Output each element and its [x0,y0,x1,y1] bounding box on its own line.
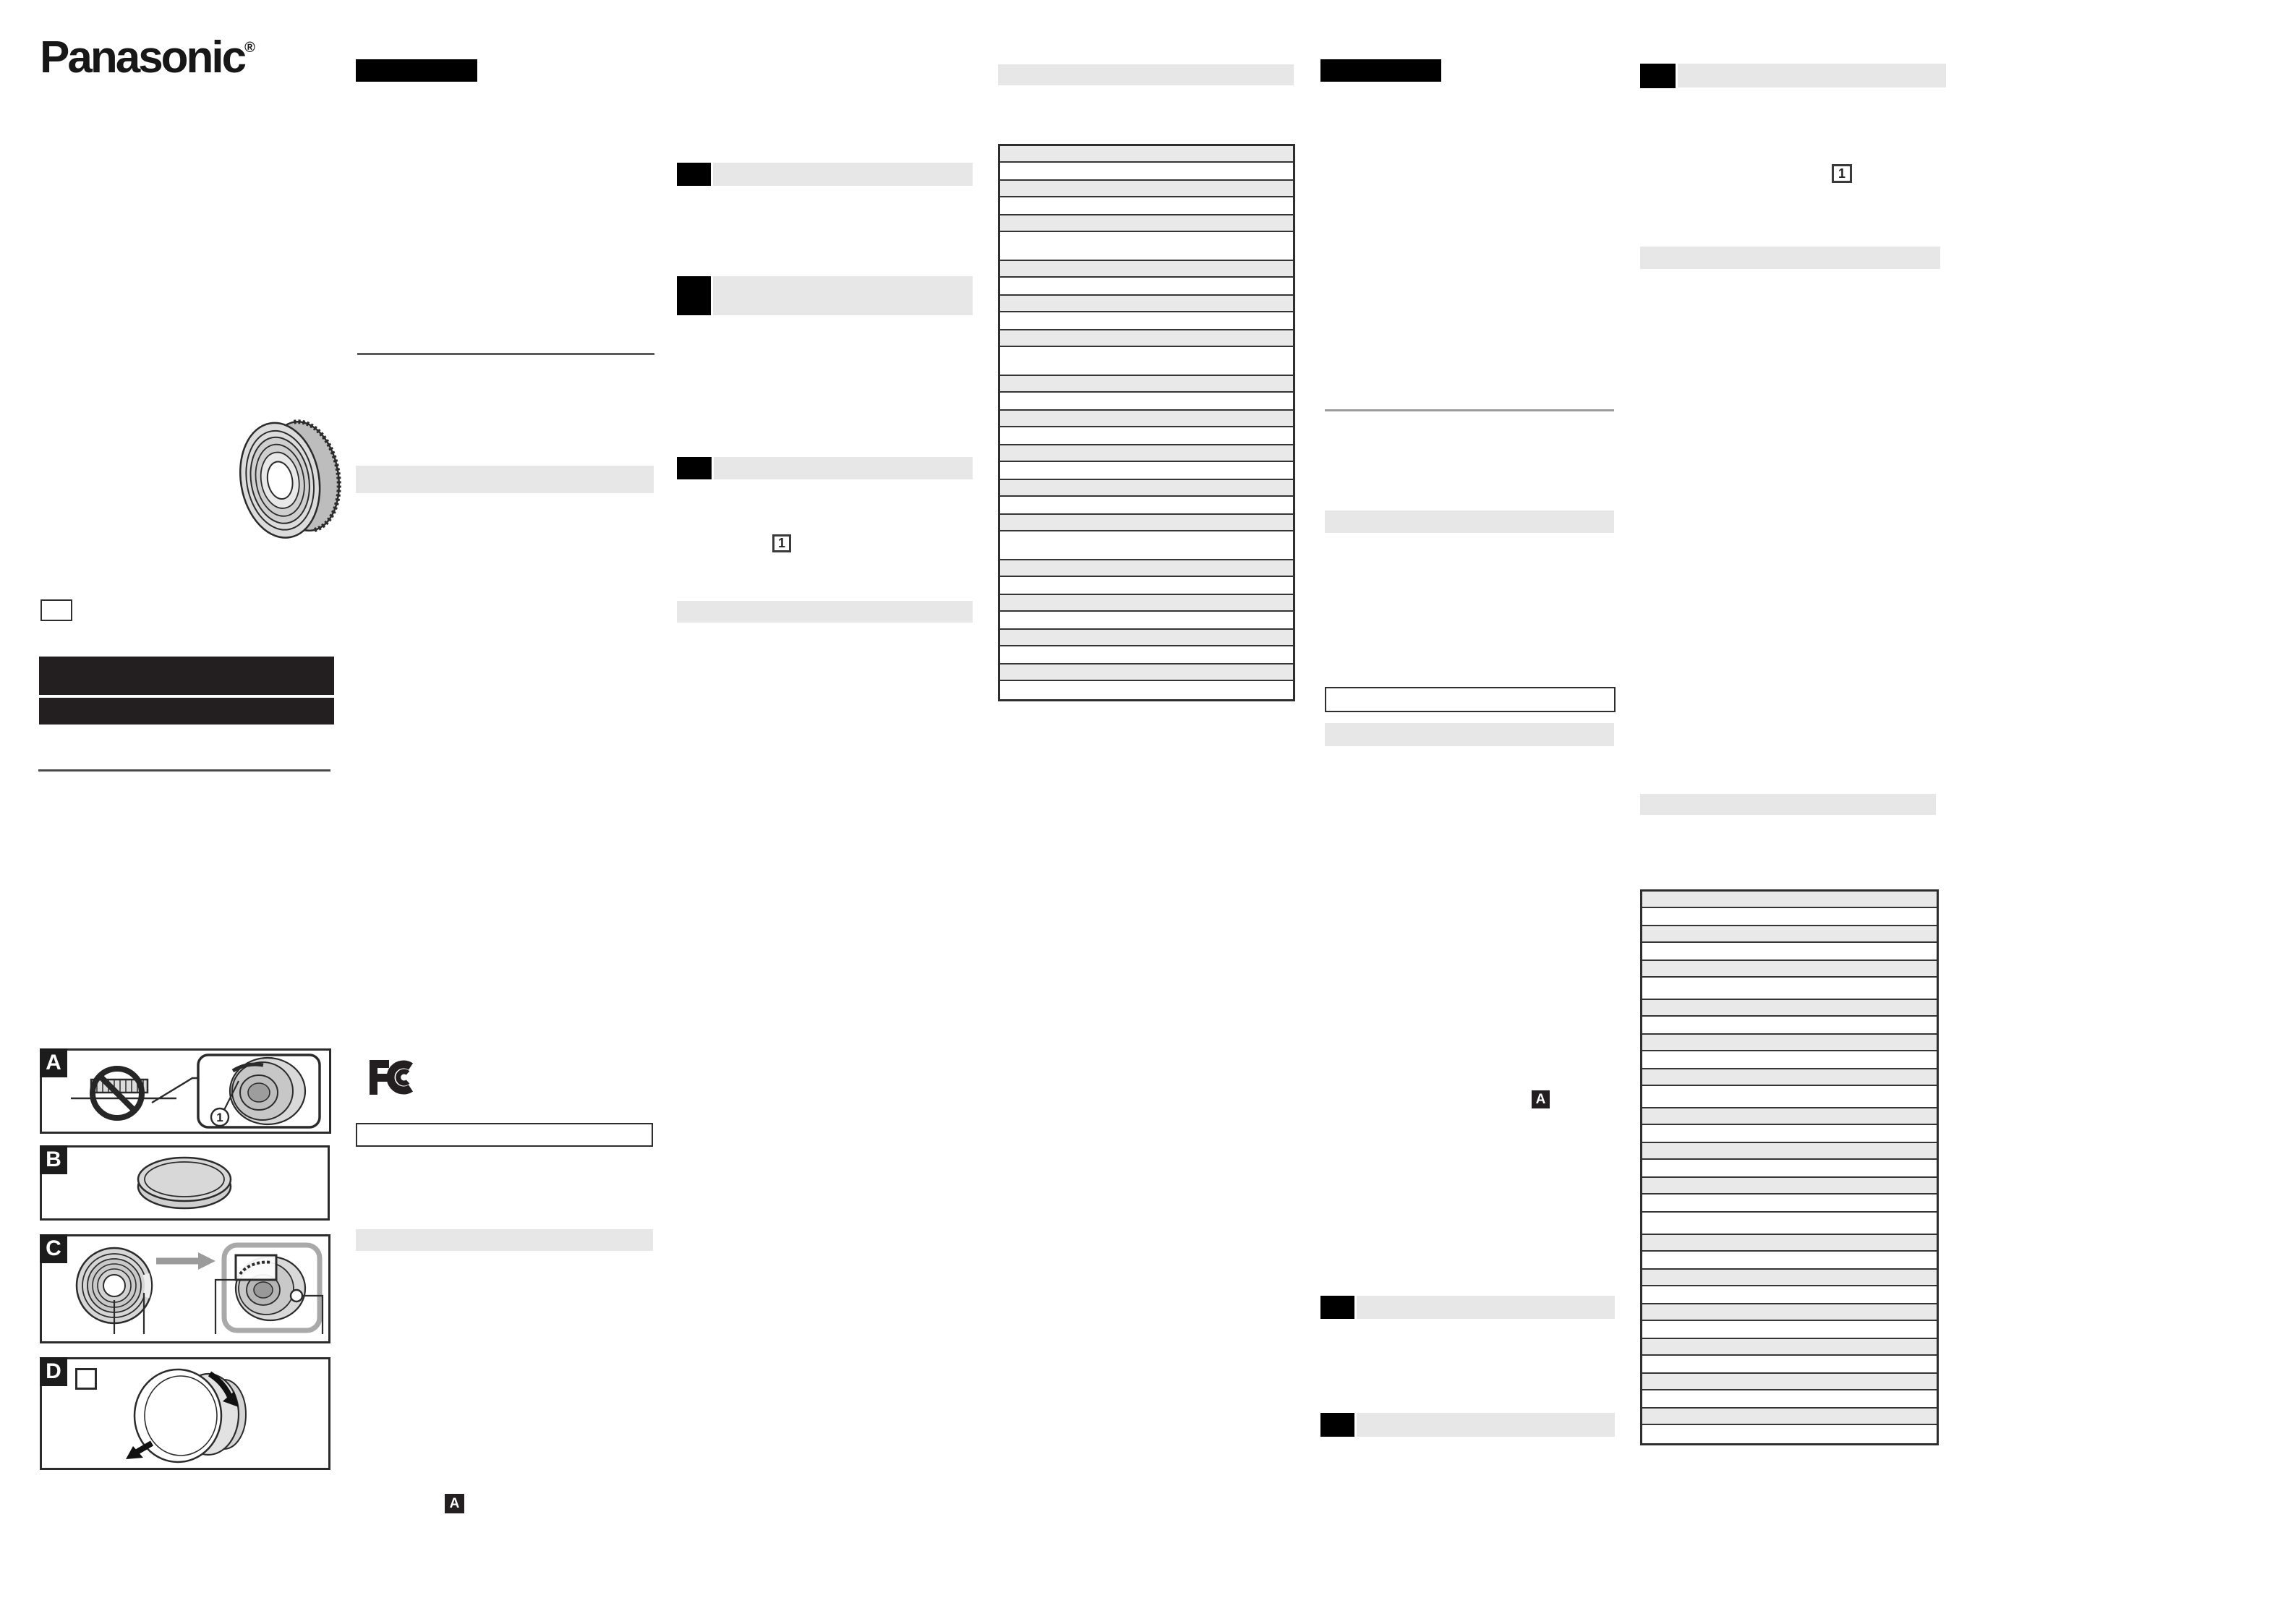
table-row [1642,1339,1937,1356]
placeholder-heading-col5-a [1640,247,1940,269]
table-row [1000,664,1293,681]
table-row [1000,646,1293,664]
section-header-col5 [1640,64,1946,88]
table-row [1000,497,1293,515]
redacted-heading-bar-col2 [356,59,477,82]
table-row [1642,1425,1937,1443]
divider-line-col2 [357,353,654,355]
panel-letter: A [46,1051,61,1074]
table-row [1642,1374,1937,1390]
step-number: 1 [1838,166,1845,181]
table-row [1642,1304,1937,1321]
table-row [1000,330,1293,347]
diagram-panel-c [40,1234,330,1343]
contact-callout-box [236,1255,276,1280]
section-header-col4-2 [1320,1413,1615,1437]
step-1-box-icon [772,534,791,552]
table-row [1642,1160,1937,1178]
divider-line-col4 [1325,409,1614,411]
panel-c-illustration [42,1236,328,1341]
table-row [1642,1143,1937,1160]
table-row [1642,1286,1937,1304]
panasonic-logo [40,32,255,83]
table-row [1000,427,1293,445]
table-row [1642,1125,1937,1143]
table-row [1642,926,1937,943]
table-row [1000,146,1293,163]
figure-a-reference-icon [1532,1090,1550,1108]
section-title-bar [713,163,973,186]
table-row [1642,1390,1937,1409]
table-row [1000,296,1293,312]
table-row [1642,1086,1937,1108]
table-row [1000,577,1293,595]
table-row [1642,1195,1937,1213]
table-row [1000,232,1293,261]
panel-b-illustration [42,1148,328,1218]
redacted-title-bar-2 [39,698,334,725]
table-row [1642,1000,1937,1017]
table-row [1000,278,1293,296]
table-row [1642,1252,1937,1270]
section-number-square [1320,1413,1354,1437]
placeholder-heading-col5-b [1640,794,1936,815]
section-title-bar [1357,1296,1615,1319]
section-title-bar [713,276,973,315]
brand-name: Panasonic [40,33,245,82]
panel-letter: B [46,1148,61,1171]
placeholder-heading-col2-lower [356,1229,653,1251]
section-number-square [677,276,711,315]
table-row [1642,978,1937,1000]
placeholder-heading-col4-a [1325,510,1614,533]
table-row [1000,612,1293,630]
redacted-heading-bar-col4 [1320,59,1441,82]
table-row [1642,943,1937,961]
table-row [1642,1035,1937,1051]
fcc-logo [365,1057,420,1098]
section-header-col4-1 [1320,1296,1615,1319]
section-header-1 [677,163,973,186]
table-row [1000,181,1293,197]
divider-line-left [38,769,330,772]
panel-letter: D [46,1359,61,1383]
specifications-table [998,144,1295,701]
fcc-statement-box [356,1123,653,1147]
table-row [1642,1069,1937,1086]
table-row [1642,1108,1937,1125]
step-number: 1 [777,536,785,550]
callout-number: 1 [216,1111,223,1124]
table-row [1000,312,1293,330]
table-row [1000,163,1293,181]
table-row [1642,1409,1937,1425]
table-row [1642,1270,1937,1286]
table-row [1000,411,1293,427]
table-row [1000,560,1293,577]
figure-letter: A [449,1495,460,1511]
table-row [1000,376,1293,393]
mark-callout-circle [291,1290,302,1302]
section-number-square [677,457,712,479]
table-row [1000,515,1293,531]
table-row [1642,1178,1937,1195]
table-row [1642,1235,1937,1252]
table-row [1000,347,1293,376]
note-box-col4 [1325,687,1616,712]
table-row [1000,681,1293,699]
panel-letter: C [46,1236,61,1260]
panel-a-illustration [42,1051,329,1132]
diagram-panel-a [40,1048,331,1134]
redacted-title-bar-1 [39,657,334,695]
placeholder-subheading-col2b [677,601,973,623]
placeholder-heading-col3 [998,64,1294,85]
table-row [1642,1017,1937,1035]
table-row [1000,445,1293,462]
table-row [1000,393,1293,411]
section-header-3 [677,457,973,479]
lens-illustration [236,411,343,547]
compatibility-table [1640,889,1939,1445]
section-number-square [1640,64,1676,88]
diagram-panel-d [40,1357,330,1470]
section-header-2 [677,276,973,315]
table-row [1000,462,1293,480]
figure-letter: A [1535,1091,1546,1107]
placeholder-heading-col2 [356,466,654,493]
table-row [1000,630,1293,646]
section-number-square [1320,1296,1354,1319]
table-row [1000,480,1293,497]
table-row [1000,197,1293,215]
table-row [1000,595,1293,612]
table-row [1000,531,1293,560]
table-row [1642,892,1937,908]
section-title-bar [714,457,973,479]
placeholder-heading-col4-b [1325,723,1614,746]
registered-mark: ® [244,40,255,56]
table-row [1642,1356,1937,1374]
figure-a-reference-icon-bottom [445,1494,464,1513]
table-row [1642,1213,1937,1235]
section-title-bar [1357,1413,1615,1437]
diagram-panel-b [40,1145,330,1221]
table-row [1642,908,1937,926]
table-row [1000,215,1293,232]
panel-d-illustration [42,1359,328,1468]
table-row [1000,261,1293,278]
step-1-box-icon-col5 [1832,164,1852,183]
section-title-bar [1678,64,1946,87]
table-row [1642,1321,1937,1339]
model-code-box [40,599,72,621]
section-number-square [677,163,711,186]
table-row [1642,1051,1937,1069]
table-row [1642,961,1937,978]
